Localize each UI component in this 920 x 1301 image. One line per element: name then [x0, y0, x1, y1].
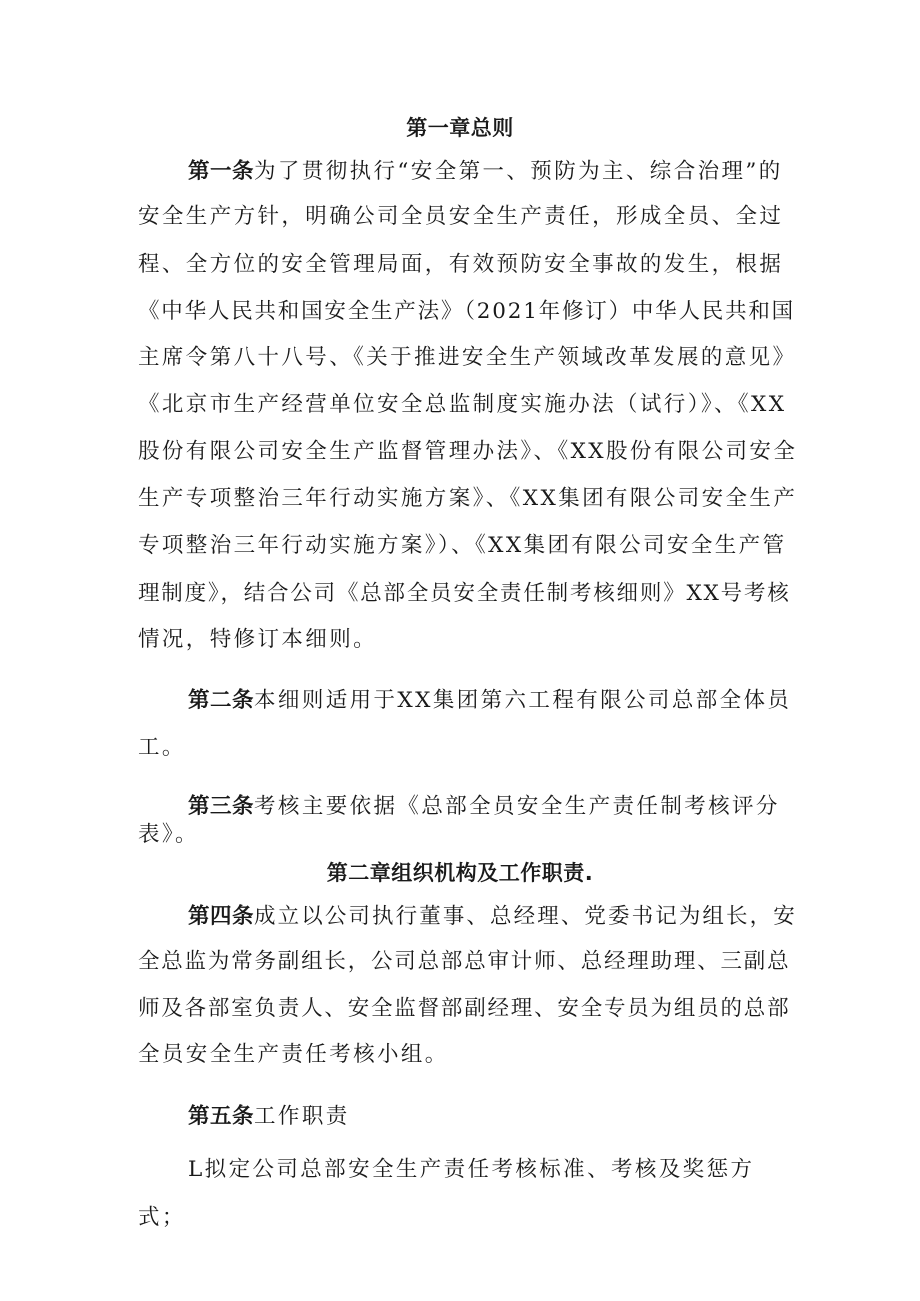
article-5-line-1: 第五条工作职责 [188, 1104, 350, 1129]
article-4-line-1: 第四条成立以公司执行董事、总经理、党委书记为组长，安 [188, 904, 797, 929]
article-4-line-4: 全员安全生产责任考核小组。 [138, 1042, 449, 1067]
article-3-label: 第三条 [188, 794, 255, 819]
article-1-line-5: 主席令第八十八号、《关于推进安全生产领域改革发展的意见》 [138, 345, 797, 370]
article-4-line-2: 全总监为常务副组长，公司总部总审计师、总经理助理、三副总 [138, 949, 791, 974]
article-5-item-1-line-2: 式； [138, 1205, 186, 1230]
article-1-line-8: 生产专项整治三年行动实施方案》、《XX集团有限公司安全生产 [138, 486, 798, 511]
article-1-line-11: 情况，特修订本细则。 [138, 627, 378, 652]
chapter-1-title: 第一章总则 [406, 116, 514, 140]
article-1-line-2: 安全生产方针，明确公司全员安全生产责任，形成全员、全过 [138, 204, 784, 229]
article-1-line-3: 程、全方位的安全管理局面，有效预防安全事故的发生，根据 [138, 252, 784, 277]
article-1-line-9: 专项整治三年行动实施方案》）、《XX集团有限公司安全生产管 [138, 533, 787, 558]
article-1-line-1: 第一条为了贯彻执行“安全第一、预防为主、综合治理”的 [188, 159, 783, 184]
article-3-line-2: 表》。 [138, 822, 199, 847]
article-5-item-1-line-1: L拟定公司总部安全生产责任考核标准、考核及奖惩方 [188, 1157, 755, 1182]
article-4-line-3: 师及各部室负责人、安全监督部副经理、安全专员为组员的总部 [138, 996, 791, 1021]
article-1-line-7: 股份有限公司安全生产监督管理办法》、《XX股份有限公司安全 [138, 439, 798, 464]
article-1-label: 第一条 [188, 159, 255, 184]
article-2-label: 第二条 [188, 688, 255, 713]
article-1-line-10: 理制度》，结合公司《总部全员安全责任制考核细则》XX号考核 [138, 581, 791, 606]
chapter-2-title: 第二章组织机构及工作职责. [326, 861, 594, 885]
article-4-label: 第四条 [188, 904, 255, 929]
article-2-line-2: 工。 [138, 735, 186, 760]
article-3-line-1: 第三条考核主要依据《总部全员安全生产责任制考核评分 [188, 794, 780, 819]
article-1-line-4: 《中华人民共和国安全生产法》（2021年修订）中华人民共和国 [138, 299, 795, 324]
article-2-line-1: 第二条本细则适用于XX集团第六工程有限公司总部全体员 [188, 688, 792, 713]
article-1-line-6: 《北京市生产经营单位安全总监制度实施办法（试行）》、《XX [138, 392, 787, 417]
article-5-label: 第五条 [188, 1104, 255, 1129]
